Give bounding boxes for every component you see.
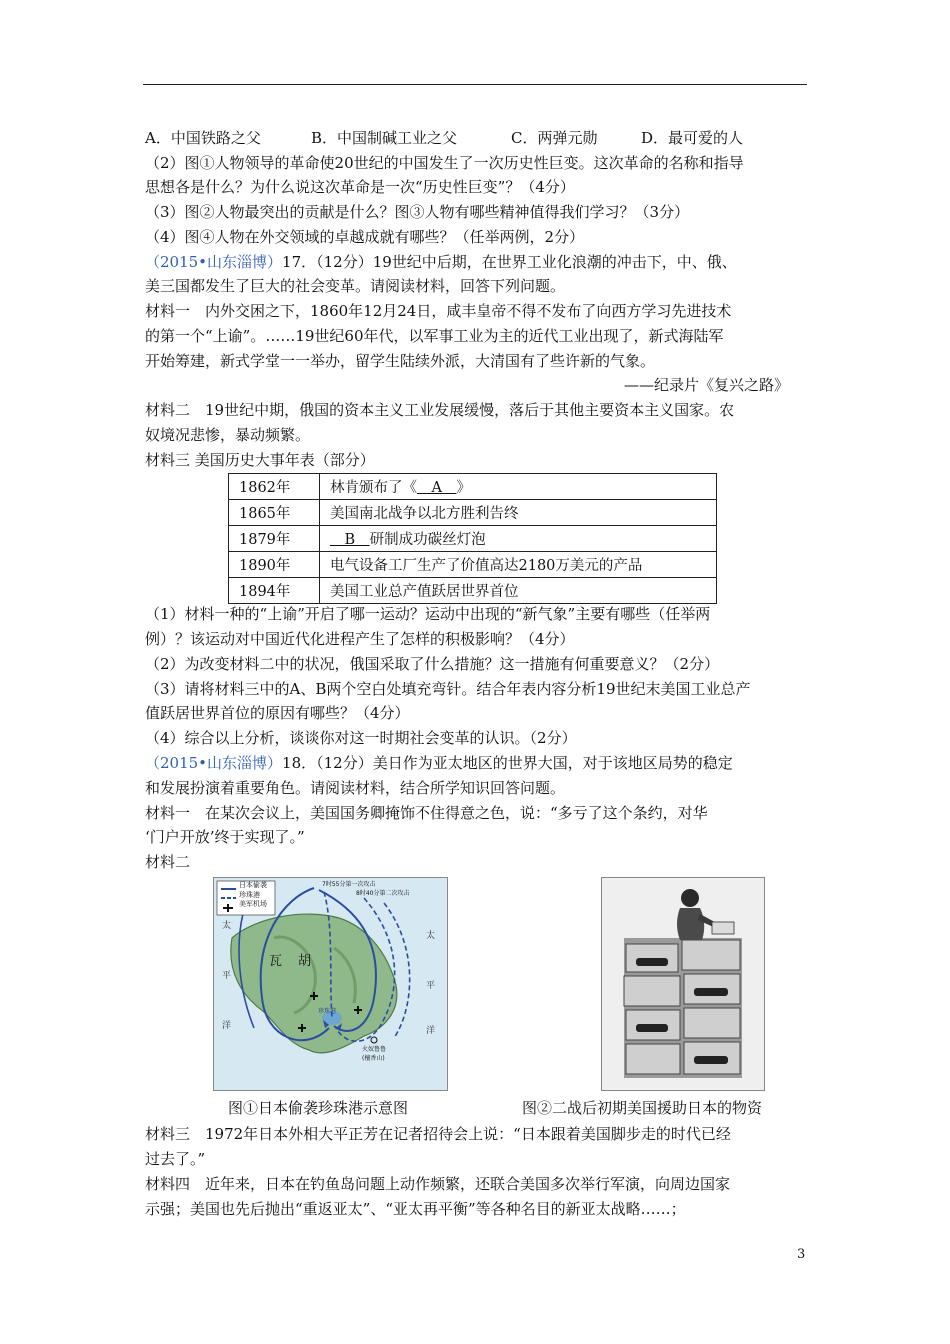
option-d: D．最可爱的人 <box>641 129 744 147</box>
q18-heading: （2015•山东淄博）18．（12分）美日作为亚太地区的世界大国，对于该地区局势的稳定 <box>145 754 733 772</box>
page-number: 3 <box>797 1247 806 1262</box>
figure1-caption: 图①日本偷袭珍珠港示意图 <box>228 1099 409 1117</box>
photo-graphic <box>602 878 764 1090</box>
q18-material1-line2: ‘门户开放’终于实现了。” <box>145 828 305 846</box>
q17-part1-line2: 例）？该运动对中国近代化进程产生了怎样的积极影响？（4分） <box>145 630 575 648</box>
q17-part3-line2: 值跃居世界首位的原因有哪些？（4分） <box>145 704 410 722</box>
q17-material3-title: 材料三 美国历史大事年表（部分） <box>145 451 375 469</box>
q17-material1-line3: 开始筹建，新式学堂一一举办，留学生陆续外派，大清国有了些许新的气象。 <box>145 352 656 370</box>
table-row: 1890年 电气设备工厂生产了价值高达2180万美元的产品 <box>229 552 717 578</box>
q17-part4: （4）综合以上分析，谈谈你对这一时期社会变革的认识。（2分） <box>145 729 577 747</box>
q17-part1-line1: （1）材料一种的“上谕”开启了哪一运动？运动中出现的“新气象”主要有哪些（任举两 <box>145 605 711 623</box>
figure2-caption: 图②二战后初期美国援助日本的物资 <box>522 1099 763 1117</box>
question-4: （4）图④人物在外交领域的卓越成就有哪些？（任举两例，2分） <box>145 228 585 246</box>
q17-source: （2015•山东淄博） <box>145 253 283 271</box>
q18-material4-line1: 材料四 近年来，日本在钓鱼岛问题上动作频繁，还联合美国多次举行军演，向周边国家 <box>145 1175 731 1193</box>
q17-part2: （2）为改变材料二中的状况，俄国采取了什么措施？这一措施有何重要意义？（2分） <box>145 655 720 673</box>
pearl-harbor-map: 日本偷袭 珍珠港 美军机场 7时55分第一次攻击 8时40分第二次攻击 太 平 洋 太 平 洋 瓦 胡 珍珠港 火奴鲁鲁(檀香山) <box>213 877 448 1091</box>
table-row: 1879年 B 研制成功碳丝灯泡 <box>229 526 717 552</box>
q17-part3-line1: （3）请将材料三中的A、B两个空白处填充弯针。结合年表内容分析19世纪末美国工业总产 <box>145 680 751 698</box>
question-2-line1: （2）图①人物领导的革命使20世纪的中国发生了一次历史性巨变。这次革命的名称和指导 <box>145 154 744 172</box>
answer-options <box>145 126 743 150</box>
q18-source: （2015•山东淄博） <box>145 754 283 772</box>
option-b: B．中国制碱工业之父 <box>311 129 458 147</box>
map-graphic <box>214 878 447 1090</box>
us-history-table <box>228 473 717 604</box>
question-3: （3）图②人物最突出的贡献是什么？图③人物有哪些精神值得我们学习？（3分） <box>145 203 690 221</box>
table-row: 1894年 美国工业总产值跃居世界首位 <box>229 578 717 604</box>
q18-material2-label: 材料二 <box>145 853 191 871</box>
q18-heading-line2: 和发展扮演着重要角色。请阅读材料，结合所学知识回答问题。 <box>145 779 566 797</box>
q18-material3-line1: 材料三 1972年日本外相大平正芳在记者招待会上说：“日本跟着美国脚步走的时代已经 <box>145 1125 731 1143</box>
q18-material1-line1: 材料一 在某次会议上，美国国务卿掩饰不住得意之色，说：“多亏了这个条约，对华 <box>145 804 708 822</box>
q17-material1-source: ——纪录片《复兴之路》 <box>624 376 790 394</box>
q17-heading: （2015•山东淄博）17．（12分）19世纪中后期，在世界工业化浪潮的冲击下，中、俄、 <box>145 253 737 271</box>
q17-material1-line2: 的第一个“上谕”。……19世纪60年代，以军事工业为主的近代工业出现了，新式海陆军 <box>145 327 724 345</box>
map-legend: 日本偷袭 珍珠港 美军机场 <box>239 881 267 908</box>
header-rule <box>143 84 807 85</box>
aid-supplies-photo <box>601 877 765 1091</box>
q17-material1-line1: 材料一 内外交困之下，1860年12月24日，咸丰皇帝不得不发布了向西方学习先进技术 <box>145 302 732 320</box>
table-row: 1865年 美国南北战争以北方胜利告终 <box>229 500 717 526</box>
option-c: C．两弹元勋 <box>511 129 598 147</box>
q17-material2-line2: 奴境况悲惨，暴动频繁。 <box>145 426 311 444</box>
question-2-line2: 思想各是什么？为什么说这次革命是一次“历史性巨变”？（4分） <box>145 178 575 196</box>
blank-a: A <box>417 480 457 496</box>
option-a: A．中国铁路之父 <box>145 129 261 147</box>
q17-heading-line2: 美三国都发生了巨大的社会变革。请阅读材料，回答下列问题。 <box>145 277 566 295</box>
blank-b: B <box>330 532 370 548</box>
q18-material3-line2: 过去了。” <box>145 1150 206 1168</box>
q17-material2-line1: 材料二 19世纪中期，俄国的资本主义工业发展缓慢，落后于其他主要资本主义国家。农 <box>145 401 735 419</box>
table-row: 1862年 林肯颁布了《 A 》 <box>229 474 717 500</box>
q18-material4-line2: 示强；美国也先后抛出“重返亚太”、“亚太再平衡”等各种名目的新亚太战略……； <box>145 1200 686 1218</box>
